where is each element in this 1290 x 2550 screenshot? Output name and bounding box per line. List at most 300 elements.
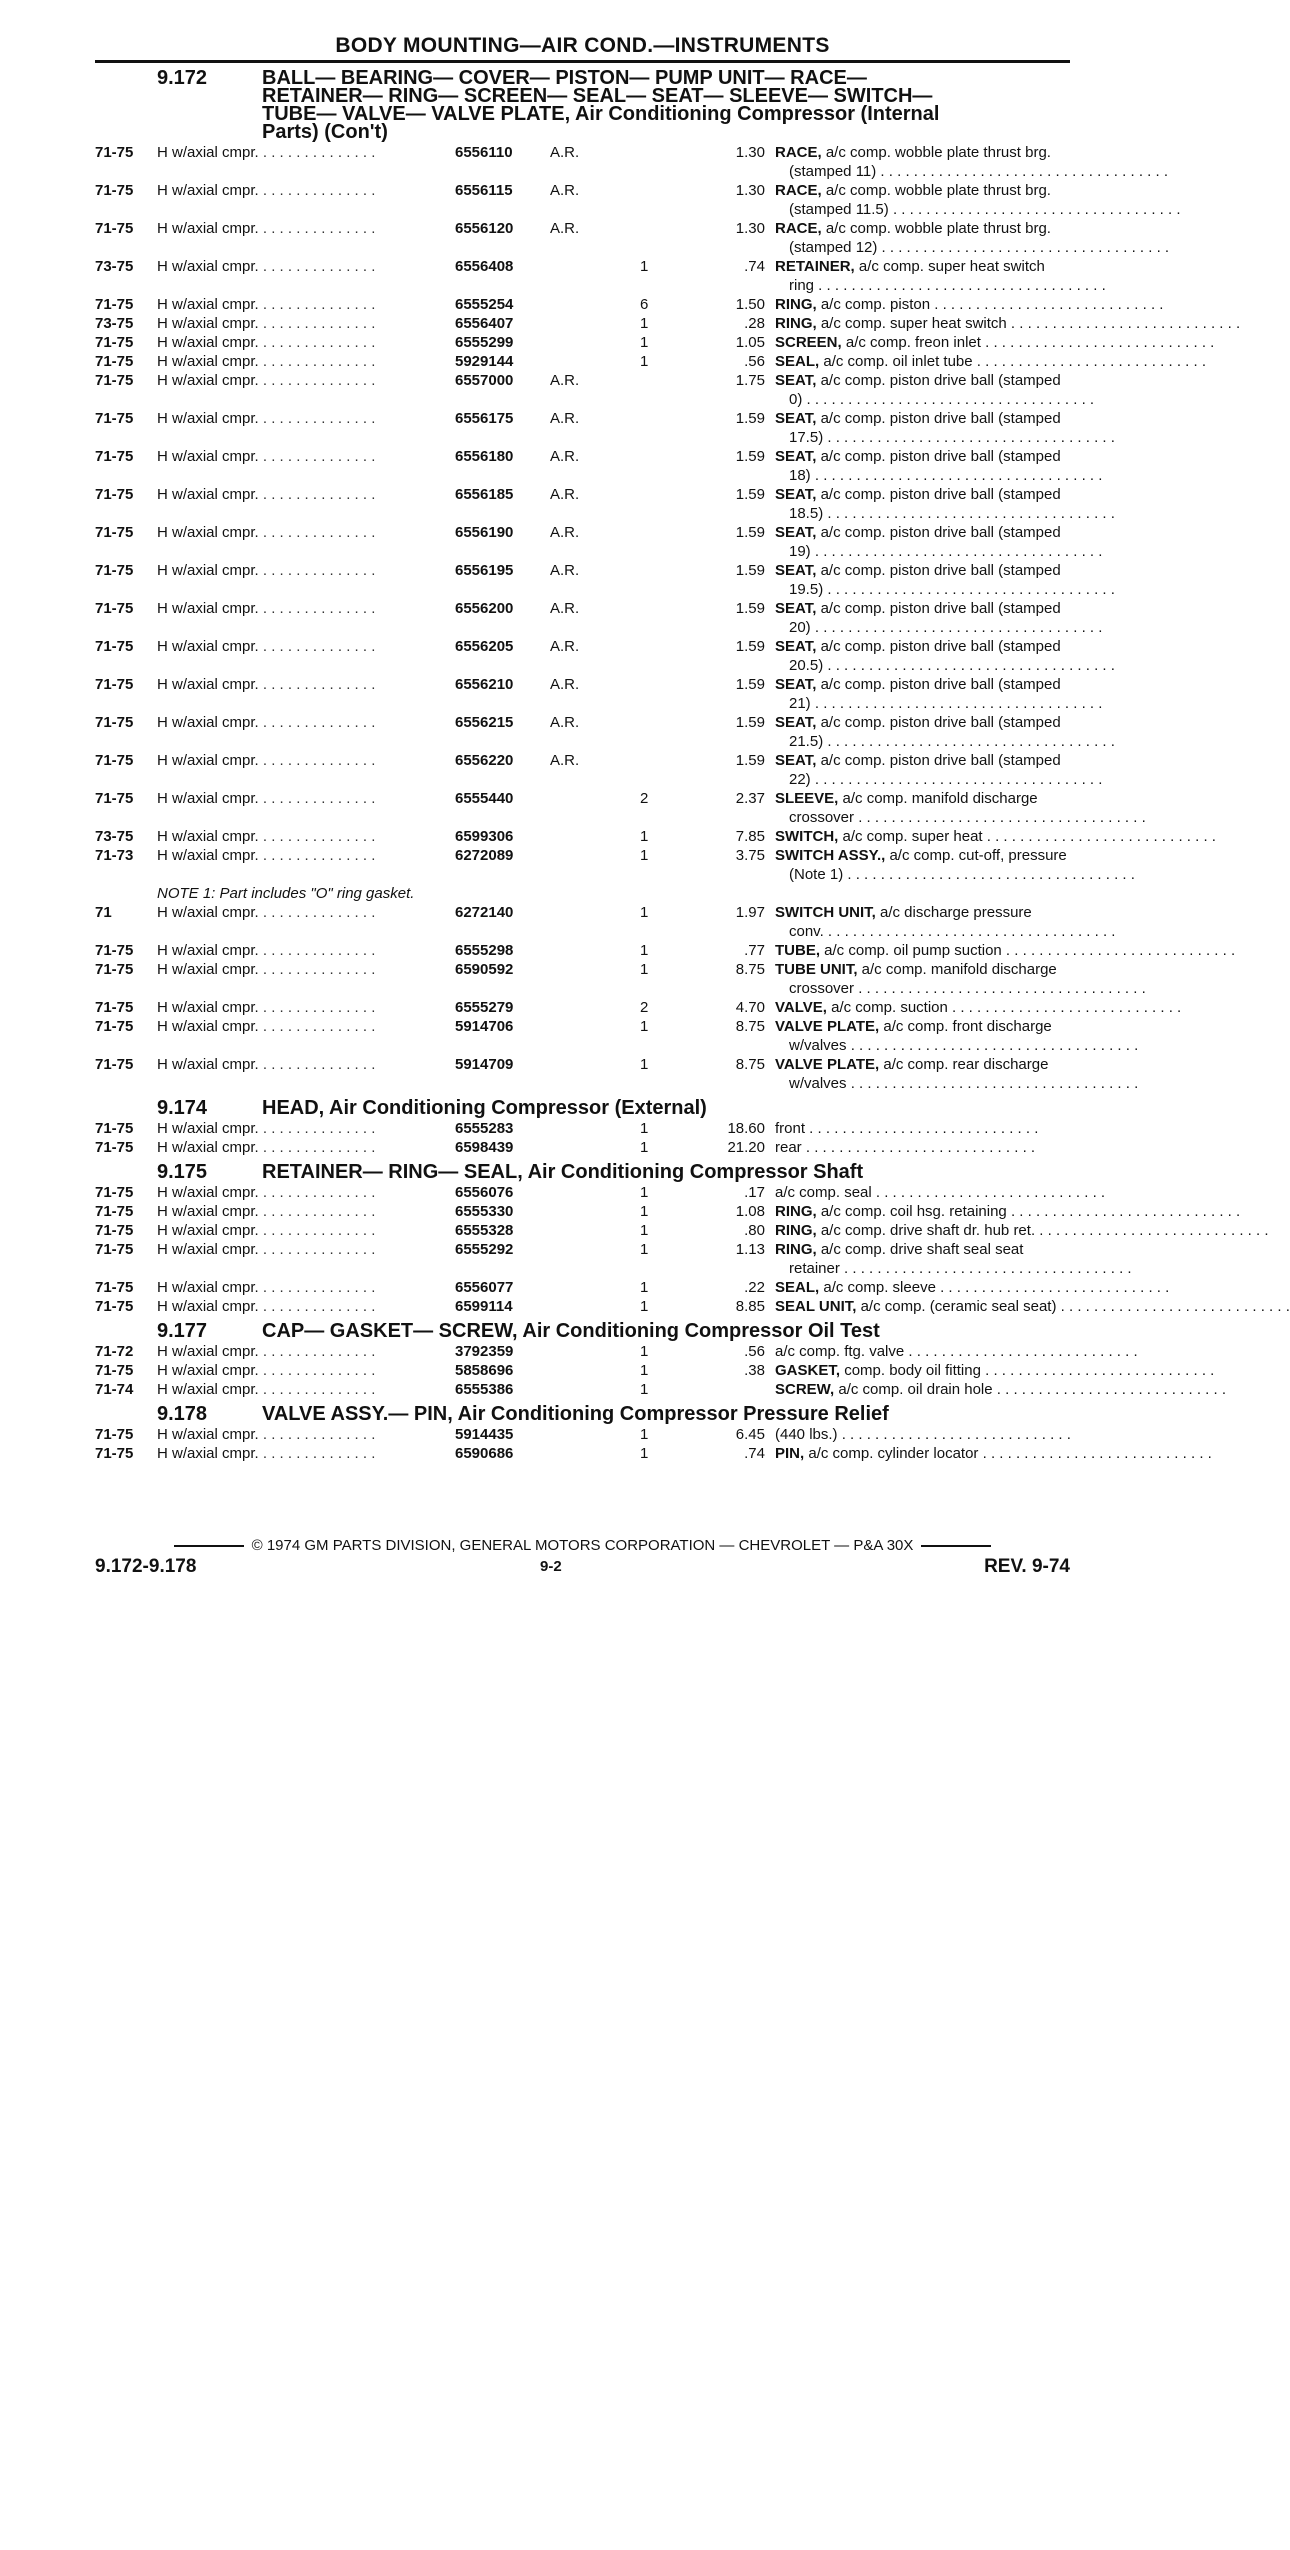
part-description bbox=[775, 523, 1170, 561]
leader-dots: . . . . . . . . . . . . . . bbox=[258, 1184, 376, 1201]
model-years: 71-75 bbox=[95, 1203, 134, 1220]
list-price: 1.59 bbox=[735, 600, 765, 617]
description-text: a/c comp. piston drive ball (stamped bbox=[820, 714, 1061, 731]
description-line bbox=[775, 1444, 1212, 1463]
model-years: 71-75 bbox=[95, 1362, 134, 1379]
part-description bbox=[775, 1017, 1170, 1055]
model-text: H w/axial cmpr. bbox=[157, 258, 259, 275]
section-number: 9.174 bbox=[157, 1097, 208, 1119]
model-application bbox=[157, 637, 447, 656]
model-years: 71-75 bbox=[95, 372, 134, 389]
model-text: H w/axial cmpr. bbox=[157, 1343, 259, 1360]
leader-dots: . . . . . . . . . . . . . . bbox=[258, 904, 376, 921]
quantity: A.R. bbox=[550, 600, 580, 617]
description-line bbox=[775, 618, 1150, 637]
part-description bbox=[775, 1380, 1226, 1399]
leader-dots: . . . . . . . . . . . . . . bbox=[258, 790, 376, 807]
description-text: 18.5) bbox=[789, 505, 824, 522]
model-text: H w/axial cmpr. bbox=[157, 1139, 259, 1156]
list-price: 8.75 bbox=[735, 961, 765, 978]
leader-dots: . . . . . . . . . . . . . . bbox=[258, 1018, 376, 1035]
list-price: 1.05 bbox=[735, 334, 765, 351]
part-number: 6272140 bbox=[455, 904, 514, 921]
part-number: 6556215 bbox=[455, 714, 514, 731]
table-row bbox=[95, 1183, 1106, 1202]
description-line bbox=[775, 181, 1150, 200]
part-number: 6555386 bbox=[455, 1381, 514, 1398]
quantity: 1 bbox=[640, 353, 649, 370]
list-price: 1.59 bbox=[735, 714, 765, 731]
quantity: A.R. bbox=[550, 714, 580, 731]
description-text: a/c comp. wobble plate thrust brg. bbox=[825, 220, 1051, 237]
model-application bbox=[157, 257, 447, 276]
part-name: SEAT, bbox=[775, 448, 817, 465]
list-price: 1.97 bbox=[735, 904, 765, 921]
description-text: a/c comp. rear discharge bbox=[883, 1056, 1049, 1073]
part-name: SEAT, bbox=[775, 562, 817, 579]
model-text: H w/axial cmpr. bbox=[157, 600, 259, 617]
description-text: 17.5) bbox=[789, 429, 824, 446]
part-description bbox=[775, 1444, 1212, 1463]
model-application bbox=[157, 599, 447, 618]
model-years: 71-72 bbox=[95, 1343, 134, 1360]
description-text: retainer bbox=[789, 1260, 840, 1277]
list-price: 2.37 bbox=[735, 790, 765, 807]
description-line bbox=[775, 732, 1150, 751]
description-line bbox=[775, 200, 1181, 219]
part-name: TUBE, bbox=[775, 942, 820, 959]
model-text: H w/axial cmpr. bbox=[157, 961, 259, 978]
model-years: 73-75 bbox=[95, 828, 134, 845]
model-application bbox=[157, 314, 447, 333]
quantity: 1 bbox=[640, 904, 649, 921]
part-number: 6556180 bbox=[455, 448, 514, 465]
model-years: 71-75 bbox=[95, 562, 134, 579]
quantity: 1 bbox=[640, 1222, 649, 1239]
list-price: 6.45 bbox=[735, 1426, 765, 1443]
part-name: SEAT, bbox=[775, 524, 817, 541]
model-application bbox=[157, 1297, 447, 1316]
model-text: H w/axial cmpr. bbox=[157, 999, 259, 1016]
model-years: 73-75 bbox=[95, 258, 134, 275]
leader-dots: . . . . . . . . . . . . . . bbox=[258, 1426, 376, 1443]
section-heading bbox=[262, 1405, 1032, 1423]
description-text: a/c comp. manifold discharge bbox=[861, 961, 1057, 978]
part-description bbox=[775, 1425, 1170, 1444]
model-application bbox=[157, 352, 447, 371]
model-years: 71-75 bbox=[95, 600, 134, 617]
leader-dots: . . . . . . . . . . . . . . bbox=[258, 600, 376, 617]
leader-dots: . . . . . . . . . . . . . . . . . . . . . . . . . . . . . . . . . . . bbox=[823, 923, 1116, 940]
part-number: 6556185 bbox=[455, 486, 514, 503]
description-text: a/c comp. front discharge bbox=[883, 1018, 1052, 1035]
model-text: H w/axial cmpr. bbox=[157, 828, 259, 845]
model-years: 71-75 bbox=[95, 296, 134, 313]
quantity: 1 bbox=[640, 1381, 649, 1398]
part-number: 6556115 bbox=[455, 182, 513, 199]
part-description bbox=[775, 371, 1170, 409]
description-text: a/c comp. coil hsg. retaining bbox=[820, 1203, 1007, 1220]
quantity: 1 bbox=[640, 1426, 649, 1443]
part-number: 6555440 bbox=[455, 790, 514, 807]
part-name: SEAT, bbox=[775, 372, 817, 389]
leader-dots: . . . . . . . . . . . . . . . . . . . . . . . . . . . . bbox=[1006, 315, 1241, 332]
description-line bbox=[775, 599, 1150, 618]
description-line bbox=[775, 238, 1170, 257]
description-text: a/c comp. oil inlet tube bbox=[823, 353, 973, 370]
leader-dots: . . . . . . . . . . . . . . . . . . . . . . . . . . . . bbox=[978, 1445, 1212, 1462]
leader-dots: . . . . . . . . . . . . . . bbox=[258, 448, 376, 465]
part-name: SEAT, bbox=[775, 714, 817, 731]
leader-dots: . . . . . . . . . . . . . . bbox=[258, 296, 376, 313]
part-description bbox=[775, 998, 1182, 1017]
quantity: 1 bbox=[640, 961, 649, 978]
quantity: 1 bbox=[640, 258, 649, 275]
model-years: 71-75 bbox=[95, 676, 134, 693]
leader-dots: . . . . . . . . . . . . . . bbox=[258, 315, 376, 332]
list-price: 1.50 bbox=[735, 296, 765, 313]
list-price: 1.59 bbox=[735, 638, 765, 655]
section-heading-line: RETAINER— RING— SCREEN— SEAL— SEAT— SLEEVE— SWITCH— bbox=[262, 85, 933, 107]
list-price: .56 bbox=[744, 353, 765, 370]
description-text: a/c comp. ftg. valve bbox=[775, 1343, 905, 1360]
part-name: SCREW, bbox=[775, 1381, 835, 1398]
leader-dots: . . . . . . . . . . . . . . bbox=[258, 182, 376, 199]
model-application bbox=[157, 960, 447, 979]
model-application bbox=[157, 1221, 447, 1240]
description-line bbox=[775, 1297, 1290, 1316]
description-line bbox=[775, 979, 1150, 998]
description-text: a/c comp. piston drive ball (stamped bbox=[820, 752, 1061, 769]
description-line bbox=[775, 466, 1150, 485]
part-number: 6599114 bbox=[455, 1298, 513, 1315]
description-text: a/c comp. piston drive ball (stamped bbox=[820, 676, 1061, 693]
part-name: SWITCH, bbox=[775, 828, 839, 845]
description-line bbox=[775, 1074, 1150, 1093]
table-row bbox=[95, 1221, 1269, 1240]
list-price: .38 bbox=[744, 1362, 765, 1379]
description-line bbox=[775, 485, 1150, 504]
model-years: 71-75 bbox=[95, 448, 134, 465]
leader-dots: . . . . . . . . . . . . . . . . . . . . . . . . . . . . . . . . . . . bbox=[823, 581, 1115, 598]
part-number: 6556175 bbox=[455, 410, 514, 427]
list-price: 1.59 bbox=[735, 410, 765, 427]
description-line bbox=[775, 1221, 1269, 1240]
description-text: (stamped 11) bbox=[789, 163, 877, 180]
sections bbox=[95, 67, 1290, 1463]
quantity: A.R. bbox=[550, 372, 580, 389]
part-name: RACE, bbox=[775, 144, 822, 161]
model-application bbox=[157, 1361, 447, 1380]
model-application bbox=[157, 295, 447, 314]
table-row bbox=[95, 1342, 1138, 1361]
model-application bbox=[157, 713, 447, 732]
table-row bbox=[95, 789, 1146, 827]
description-text: a/c comp. oil drain hole bbox=[838, 1381, 993, 1398]
description-text: a/c comp. suction bbox=[831, 999, 948, 1016]
part-number: 6590592 bbox=[455, 961, 514, 978]
leader-dots: . . . . . . . . . . . . . . . . . . . . . . . . . . . . . . . . . . . bbox=[823, 429, 1115, 446]
part-number: 6556220 bbox=[455, 752, 514, 769]
quantity: A.R. bbox=[550, 182, 580, 199]
section bbox=[95, 1161, 1290, 1316]
table-row bbox=[95, 561, 1115, 599]
quantity: 1 bbox=[640, 1298, 649, 1315]
footer-rule-right bbox=[921, 1545, 991, 1547]
description-line bbox=[775, 713, 1150, 732]
leader-dots: . . . . . . . . . . . . . . . . . . . . . . . . . . . . . . . . . . . bbox=[854, 980, 1146, 997]
part-description bbox=[775, 1119, 1170, 1138]
model-years: 71-75 bbox=[95, 524, 134, 541]
part-number: 6590686 bbox=[455, 1445, 514, 1462]
part-description bbox=[775, 1221, 1269, 1240]
model-application bbox=[157, 789, 447, 808]
quantity: 1 bbox=[640, 1018, 649, 1035]
description-line bbox=[775, 770, 1150, 789]
list-price: 1.59 bbox=[735, 448, 765, 465]
section-title bbox=[95, 1405, 1070, 1423]
description-text: 19) bbox=[789, 543, 811, 560]
model-application bbox=[157, 1278, 447, 1297]
description-line bbox=[775, 352, 1206, 371]
part-name: PIN, bbox=[775, 1445, 805, 1462]
parts-list bbox=[95, 1119, 1070, 1157]
model-text: H w/axial cmpr. bbox=[157, 524, 259, 541]
model-text: H w/axial cmpr. bbox=[157, 334, 259, 351]
part-name: VALVE PLATE, bbox=[775, 1056, 880, 1073]
part-description bbox=[775, 1342, 1170, 1361]
leader-dots: . . . . . . . . . . . . . . bbox=[258, 1139, 376, 1156]
description-line bbox=[775, 580, 1150, 599]
quantity: 1 bbox=[640, 334, 649, 351]
part-name: SCREEN, bbox=[775, 334, 842, 351]
footer-copyright-line bbox=[95, 1536, 1070, 1555]
section-title bbox=[95, 1099, 1070, 1117]
part-name: SWITCH UNIT, bbox=[775, 904, 876, 921]
list-price: 3.75 bbox=[735, 847, 765, 864]
description-line bbox=[775, 390, 1150, 409]
part-description bbox=[775, 1240, 1170, 1278]
model-text: H w/axial cmpr. bbox=[157, 904, 259, 921]
model-years: 71-75 bbox=[95, 1139, 134, 1156]
part-name: SEAL, bbox=[775, 1279, 820, 1296]
model-years: 71-75 bbox=[95, 486, 134, 503]
table-row bbox=[95, 1202, 1241, 1221]
section bbox=[95, 1320, 1226, 1399]
list-price: .74 bbox=[744, 1445, 765, 1462]
leader-dots: . . . . . . . . . . . . . . bbox=[258, 410, 376, 427]
model-application bbox=[157, 903, 447, 922]
part-number: 6555283 bbox=[455, 1120, 514, 1137]
quantity: 1 bbox=[640, 942, 649, 959]
list-price: 1.59 bbox=[735, 676, 765, 693]
model-years: 71-73 bbox=[95, 847, 134, 864]
description-text: a/c comp. piston bbox=[820, 296, 931, 313]
model-application bbox=[157, 827, 447, 846]
leader-dots: . . . . . . . . . . . . . . bbox=[258, 353, 376, 370]
part-description bbox=[775, 941, 1236, 960]
part-name: RING, bbox=[775, 1203, 817, 1220]
model-text: H w/axial cmpr. bbox=[157, 790, 259, 807]
description-line bbox=[775, 789, 1150, 808]
model-application bbox=[157, 219, 447, 238]
description-line bbox=[775, 542, 1150, 561]
leader-dots: . . . . . . . . . . . . . . bbox=[258, 676, 376, 693]
part-number: 6555292 bbox=[455, 1241, 514, 1258]
part-name: SEAT, bbox=[775, 486, 817, 503]
quantity: 1 bbox=[640, 1120, 649, 1137]
leader-dots: . . . . . . . . . . . . . . . . . . . . . . . . . . . . bbox=[935, 1279, 1170, 1296]
model-application bbox=[157, 447, 447, 466]
list-price: 18.60 bbox=[727, 1120, 765, 1137]
leader-dots: . . . . . . . . . . . . . . bbox=[258, 847, 376, 864]
model-application bbox=[157, 675, 447, 694]
model-text: H w/axial cmpr. bbox=[157, 752, 259, 769]
leader-dots: . . . . . . . . . . . . . . bbox=[258, 220, 376, 237]
description-text: 20) bbox=[789, 619, 811, 636]
description-text: a/c comp. piston drive ball (stamped bbox=[820, 410, 1061, 427]
page-header: BODY MOUNTING—AIR COND.—INSTRUMENTS bbox=[335, 34, 830, 57]
model-application bbox=[157, 561, 447, 580]
description-line bbox=[775, 1240, 1150, 1259]
part-number: 6556200 bbox=[455, 600, 514, 617]
leader-dots: . . . . . . . . . . . . . . . . . . . . . . . . . . . . . . . . . . . bbox=[814, 277, 1106, 294]
table-row bbox=[95, 1055, 1139, 1093]
leader-dots: . . . . . . . . . . . . . . bbox=[258, 1241, 376, 1258]
model-years: 71-75 bbox=[95, 1222, 134, 1239]
quantity: 1 bbox=[640, 1203, 649, 1220]
model-text: H w/axial cmpr. bbox=[157, 714, 259, 731]
leader-dots: . . . . . . . . . . . . . . . . . . . . . . . . . . . . . . . . . . . bbox=[846, 1037, 1139, 1054]
leader-dots: . . . . . . . . . . . . . . . . . . . . . . . . . . . . . . . . . . . bbox=[810, 695, 1103, 712]
section-heading-line: BALL— BEARING— COVER— PISTON— PUMP UNIT— RACE— bbox=[262, 67, 867, 89]
model-text: H w/axial cmpr. bbox=[157, 296, 259, 313]
description-line bbox=[775, 675, 1150, 694]
quantity: 1 bbox=[640, 1139, 649, 1156]
description-line bbox=[775, 1138, 1150, 1157]
description-text: rear bbox=[775, 1139, 802, 1156]
part-description bbox=[775, 314, 1241, 333]
description-text: a/c comp. piston drive ball (stamped bbox=[820, 448, 1061, 465]
model-years: 73-75 bbox=[95, 315, 134, 332]
leader-dots: . . . . . . . . . . . . . . bbox=[258, 1222, 376, 1239]
model-years: 71-75 bbox=[95, 1056, 134, 1073]
description-line bbox=[775, 1183, 1150, 1202]
description-line bbox=[775, 1119, 1150, 1138]
part-description bbox=[775, 181, 1181, 219]
part-description bbox=[775, 827, 1216, 846]
part-number: 6556120 bbox=[455, 220, 514, 237]
model-text: H w/axial cmpr. bbox=[157, 1018, 259, 1035]
table-row bbox=[95, 941, 1236, 960]
section bbox=[95, 67, 1241, 1093]
description-text: a/c comp. drive shaft seal seat bbox=[820, 1241, 1024, 1258]
model-application bbox=[157, 523, 447, 542]
description-line bbox=[775, 447, 1150, 466]
section-heading bbox=[262, 1099, 1032, 1117]
model-application bbox=[157, 409, 447, 428]
list-price: 1.75 bbox=[735, 372, 765, 389]
description-text: 18) bbox=[789, 467, 811, 484]
list-price: 1.08 bbox=[735, 1203, 765, 1220]
description-line bbox=[775, 1202, 1241, 1221]
list-price: 1.30 bbox=[735, 220, 765, 237]
part-name: VALVE, bbox=[775, 999, 827, 1016]
model-text: H w/axial cmpr. bbox=[157, 676, 259, 693]
part-description bbox=[775, 333, 1215, 352]
part-number: 5929144 bbox=[455, 353, 514, 370]
description-line bbox=[775, 333, 1215, 352]
leader-dots: . . . . . . . . . . . . . . . . . . . . . . . . . . . . bbox=[1001, 942, 1236, 959]
model-years: 71 bbox=[95, 904, 112, 921]
description-text: a/c comp. super heat switch bbox=[820, 315, 1007, 332]
quantity: A.R. bbox=[550, 638, 580, 655]
section-heading-line: HEAD, Air Conditioning Compressor (External) bbox=[262, 1097, 707, 1119]
list-price: 8.75 bbox=[735, 1056, 765, 1073]
description-line bbox=[775, 1342, 1150, 1361]
description-text: a/c comp. cylinder locator bbox=[808, 1445, 979, 1462]
part-number: 6556408 bbox=[455, 258, 514, 275]
description-text: a/c comp. piston drive ball (stamped bbox=[820, 486, 1061, 503]
leader-dots: . . . . . . . . . . . . . . . . . . . . . . . . . . . . bbox=[871, 1184, 1106, 1201]
part-number: 6556205 bbox=[455, 638, 514, 655]
description-text: a/c comp. super heat switch bbox=[858, 258, 1045, 275]
leader-dots: . . . . . . . . . . . . . . . . . . . . . . . . . . . . . . . . . . . bbox=[810, 543, 1103, 560]
model-years: 71-75 bbox=[95, 334, 134, 351]
description-line bbox=[775, 523, 1150, 542]
part-number: 6557000 bbox=[455, 372, 514, 389]
table-row bbox=[95, 846, 1135, 884]
description-text: 21.5) bbox=[789, 733, 824, 750]
list-price: .56 bbox=[744, 1343, 765, 1360]
list-price: 1.59 bbox=[735, 562, 765, 579]
description-text: a/c comp. super heat bbox=[842, 828, 983, 845]
model-years: 71-75 bbox=[95, 220, 134, 237]
model-application bbox=[157, 1017, 447, 1036]
model-years: 71-75 bbox=[95, 1298, 134, 1315]
leader-dots: . . . . . . . . . . . . . . . . . . . . . . . . . . . . . . . . . . . bbox=[823, 733, 1115, 750]
quantity: 1 bbox=[640, 828, 649, 845]
part-description bbox=[775, 1138, 1170, 1157]
part-number: 6599306 bbox=[455, 828, 514, 845]
description-text: 21) bbox=[789, 695, 811, 712]
description-text: a/c comp. piston drive ball (stamped bbox=[820, 638, 1061, 655]
part-name: SWITCH ASSY., bbox=[775, 847, 886, 864]
model-text: H w/axial cmpr. bbox=[157, 353, 259, 370]
leader-dots: . . . . . . . . . . . . . . . . . . . . . . . . . . . . . . . . . . . bbox=[843, 866, 1135, 883]
description-text: a/c comp. wobble plate thrust brg. bbox=[825, 182, 1051, 199]
model-years: 71-75 bbox=[95, 942, 134, 959]
table-row bbox=[95, 751, 1103, 789]
model-years: 71-75 bbox=[95, 1279, 134, 1296]
table-row bbox=[95, 314, 1241, 333]
quantity: 2 bbox=[640, 790, 649, 807]
part-name: SEAL, bbox=[775, 353, 820, 370]
leader-dots: . . . . . . . . . . . . . . . . . . . . . . . . . . . . . . . . . . . bbox=[846, 1075, 1139, 1092]
description-line bbox=[775, 219, 1150, 238]
model-years: 71-75 bbox=[95, 1120, 134, 1137]
model-application bbox=[157, 1342, 447, 1361]
part-name: RING, bbox=[775, 1241, 817, 1258]
model-text: H w/axial cmpr. bbox=[157, 144, 259, 161]
part-description bbox=[775, 409, 1170, 447]
table-row bbox=[95, 409, 1115, 447]
description-text: a/c comp. drive shaft dr. hub ret. bbox=[820, 1222, 1036, 1239]
table-row bbox=[95, 143, 1168, 181]
description-text: a/c comp. piston drive ball (stamped bbox=[820, 600, 1061, 617]
model-years: 71-75 bbox=[95, 1241, 134, 1258]
footer-page-number: 9-2 bbox=[540, 1558, 562, 1575]
